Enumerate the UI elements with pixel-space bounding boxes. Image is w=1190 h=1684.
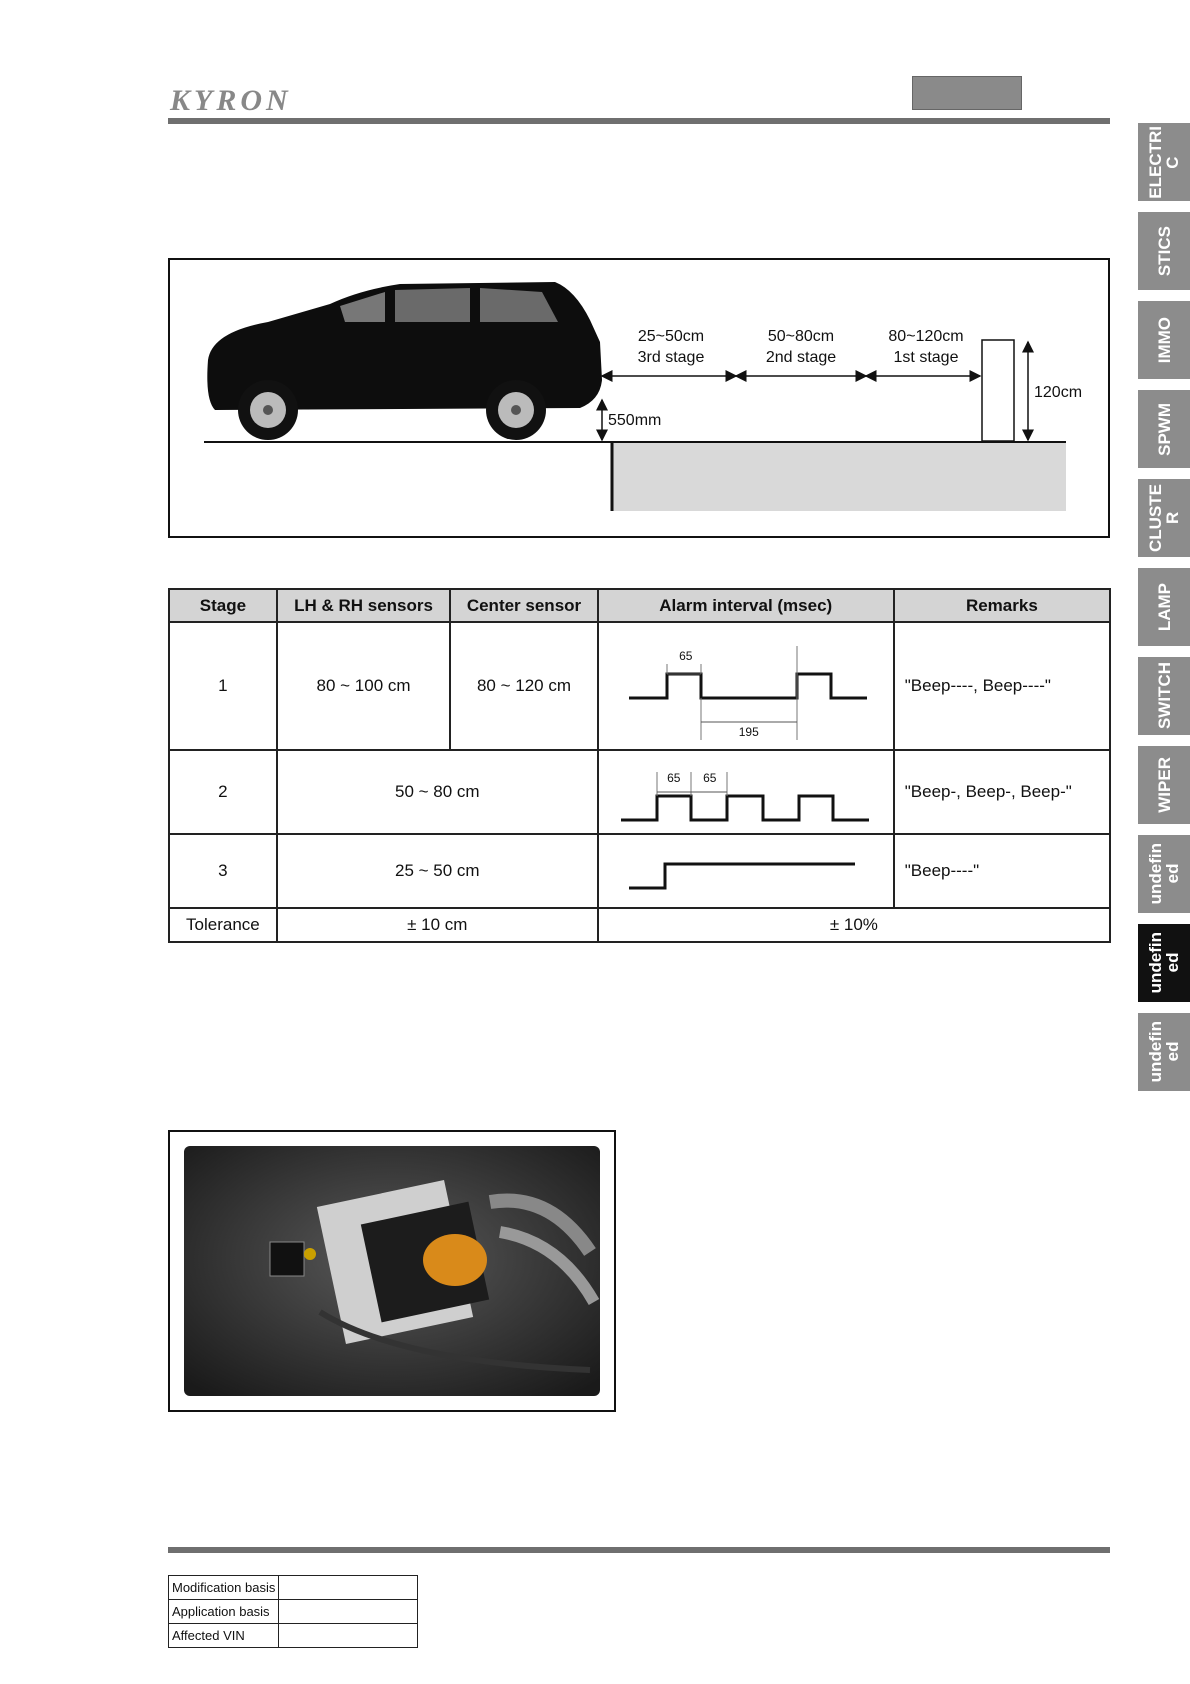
table-row: 1 80 ~ 100 cm 80 ~ 120 cm 65 195 "Beep----, Beep----" [169, 622, 1110, 750]
header-alarm-interval: Alarm interval (msec) [598, 589, 894, 622]
header-page-box [912, 76, 1022, 110]
header-remarks: Remarks [894, 589, 1110, 622]
table-row: 2 50 ~ 80 cm 65 65 "Beep-, Beep-, Beep-" [169, 750, 1110, 834]
side-tab-undefined-1[interactable]: undefin ed [1138, 835, 1190, 913]
side-tab-immo[interactable]: IMMO [1138, 301, 1190, 379]
side-tab-lamp[interactable]: LAMP [1138, 568, 1190, 646]
pulse-width-label: 65 [679, 649, 693, 663]
side-tab-undefined-3[interactable]: undefin ed [1138, 1013, 1190, 1091]
header-rule [168, 118, 1110, 124]
table-header-row [169, 589, 1110, 622]
obstacle-height-label: 120cm [1034, 384, 1083, 401]
header-stage: Stage [169, 589, 277, 622]
alarm-spec-table [168, 588, 1111, 943]
ground-zone [612, 443, 1066, 511]
side-tab-stics[interactable]: STICS [1138, 212, 1190, 290]
header-lh-rh: LH & RH sensors [277, 589, 450, 622]
detection-range-diagram [168, 258, 1110, 538]
pulse-b-label: 65 [703, 771, 717, 785]
side-tab-cluster[interactable]: CLUSTE R [1138, 479, 1190, 557]
stage1-label: 80~120cm 1st stage [888, 328, 964, 366]
stage3-label: 25~50cm 3rd stage [637, 328, 705, 366]
table-row: Application basis [169, 1600, 418, 1624]
table-row: Modification basis [169, 1576, 418, 1600]
obstacle-block [982, 340, 1014, 441]
waveform-stage1 [598, 622, 894, 750]
side-tab-electric[interactable]: ELECTRI C [1138, 123, 1190, 201]
sensor-height-label: 550mm [608, 412, 662, 429]
diagram-svg [170, 260, 1108, 536]
waveform-stage3-svg [599, 836, 891, 906]
photo-svg [170, 1132, 614, 1410]
brand-logo: KYRON [170, 84, 292, 117]
table-row: 3 25 ~ 50 cm "Beep----" [169, 834, 1110, 908]
waveform-stage2-svg [599, 752, 891, 832]
side-tab-undefined-2-active[interactable]: undefin ed [1138, 924, 1190, 1002]
table-row: Affected VIN [169, 1624, 418, 1648]
waveform-stage3 [598, 834, 894, 908]
modification-table [168, 1575, 418, 1648]
pulse-a-label: 65 [667, 771, 681, 785]
footer-rule [168, 1547, 1110, 1553]
interval-label: 195 [738, 725, 759, 739]
side-tab-wiper[interactable]: WIPER [1138, 746, 1190, 824]
header-center: Center sensor [450, 589, 598, 622]
table-row-tolerance: Tolerance ± 10 cm ± 10% [169, 908, 1110, 942]
control-unit-photo [168, 1130, 616, 1412]
car-silhouette [207, 282, 602, 440]
side-tab-spwm[interactable]: SPWM [1138, 390, 1190, 468]
side-tab-switch[interactable]: SWITCH [1138, 657, 1190, 735]
waveform-stage2 [598, 750, 894, 834]
stage2-label: 50~80cm 2nd stage [765, 328, 837, 366]
